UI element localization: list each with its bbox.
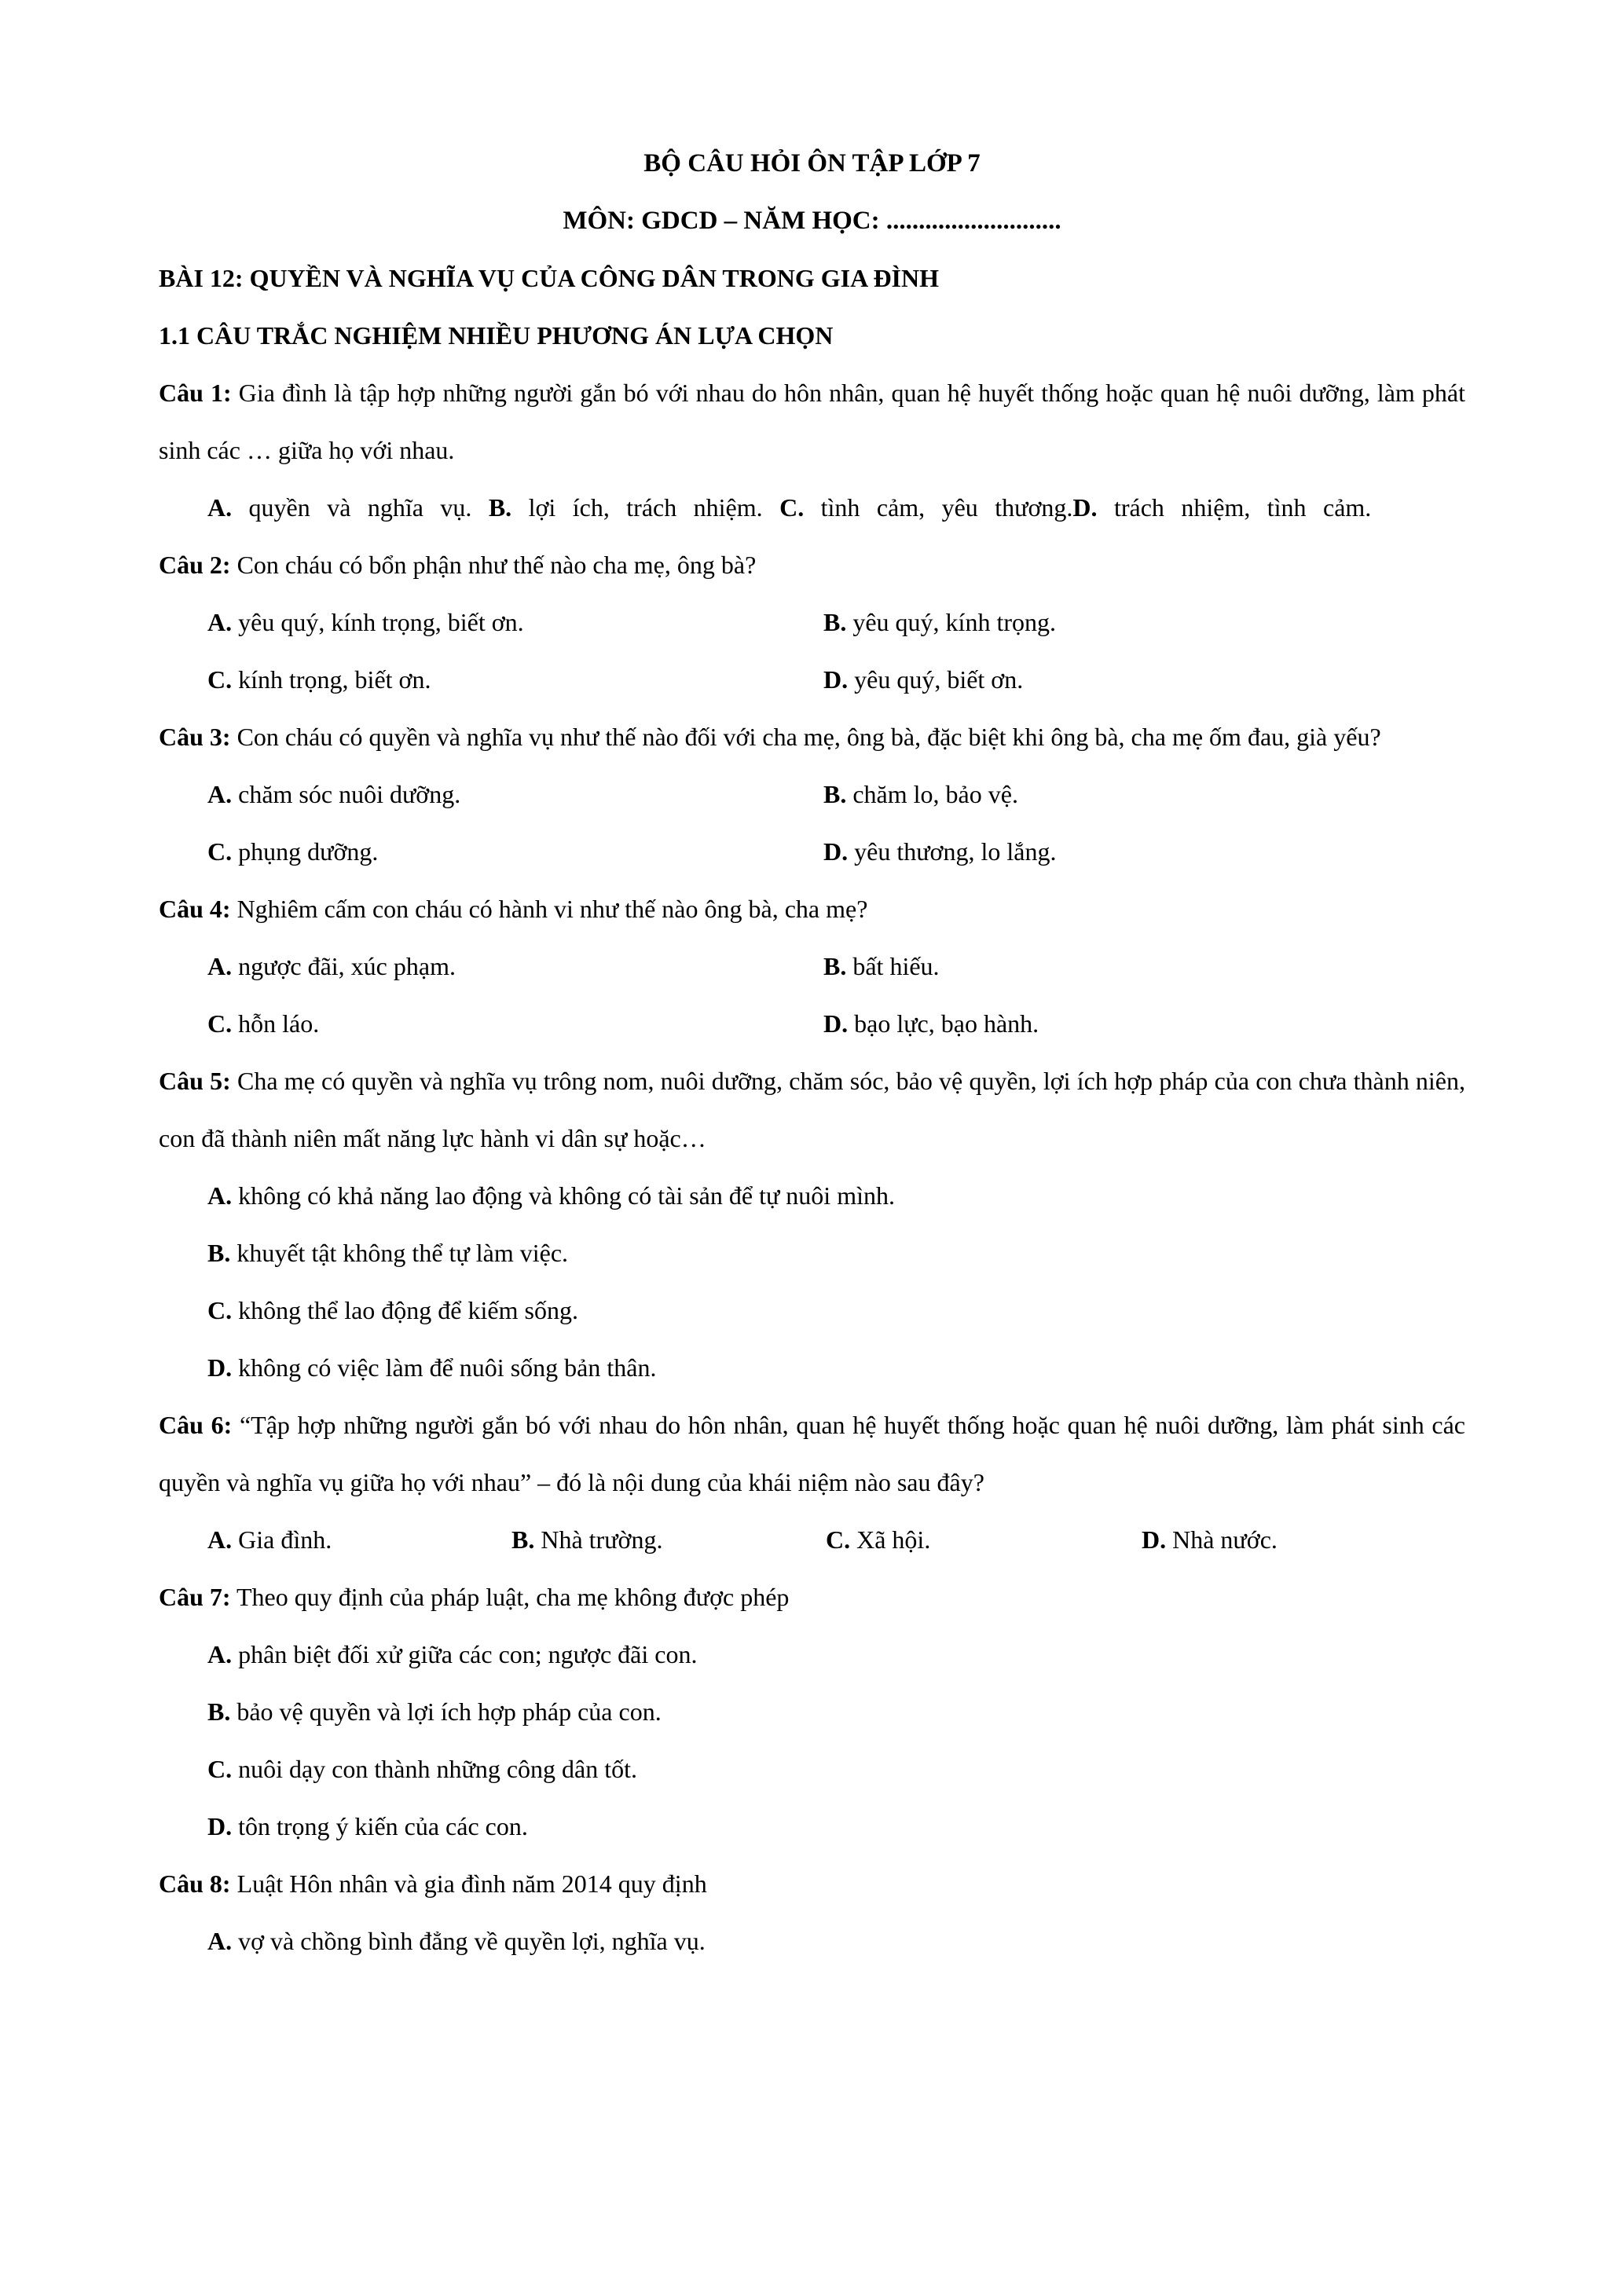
options-row xyxy=(159,1913,1465,1970)
question-text: Câu 6: “Tập hợp những người gắn bó với nhau do hôn nhân, quan hệ huyết thống hoặc quan hệ nuôi dưỡng, làm phát sinh các quyền và nghĩa vụ giữa họ với nhau” – đó là nội dung của khái niệm nào sau đây? xyxy=(159,1411,1466,1496)
question-text: Câu 5: Cha mẹ có quyền và nghĩa vụ trông nom, nuôi dưỡng, chăm sóc, bảo vệ quyền, lợi ích hợp pháp của con chưa thành niên, con đã thành niên mất năng lực hành vi dân sự hoặc… xyxy=(159,1067,1466,1152)
answer-option-label: A. xyxy=(207,1640,233,1668)
answer-option: D. bạo lực, bạo hành. xyxy=(823,1009,1039,1038)
answer-option-label: D. xyxy=(823,1009,849,1038)
answer-option-label: B. xyxy=(823,780,847,808)
options-row xyxy=(159,1511,1465,1569)
answer-option-label: A. xyxy=(207,780,233,808)
options-row xyxy=(159,1225,1465,1282)
answer-option: B. khuyết tật không thể tự làm việc. xyxy=(207,1239,569,1267)
answer-option-label: C. xyxy=(207,1296,233,1324)
answer-option-label: C. xyxy=(207,665,233,694)
answer-option-label: B. xyxy=(823,952,847,980)
answer-option: C. phụng dưỡng. xyxy=(207,837,379,866)
options-row xyxy=(159,651,1465,709)
section-heading: 1.1 CÂU TRẮC NGHIỆM NHIỀU PHƯƠNG ÁN LỰA CHỌN xyxy=(159,321,834,350)
options-row xyxy=(159,1683,1465,1741)
questions-container xyxy=(159,364,1465,1970)
answer-option-label: D. xyxy=(1142,1525,1167,1554)
answer-option: A. Gia đình. xyxy=(207,1525,332,1554)
question-text: Câu 7: Theo quy định của pháp luật, cha mẹ không được phép xyxy=(159,1583,790,1611)
options-row xyxy=(159,594,1465,651)
answer-option-label: D. xyxy=(207,1812,233,1840)
answer-option: B. bất hiếu. xyxy=(823,952,940,980)
answer-option: C. hỗn láo. xyxy=(207,1009,320,1038)
answer-option: D. không có việc làm để nuôi sống bản thân. xyxy=(207,1353,657,1382)
lesson-heading: BÀI 12: QUYỀN VÀ NGHĨA VỤ CỦA CÔNG DÂN TRONG GIA ĐÌNH xyxy=(159,264,939,292)
answer-option: A. không có khả năng lao động và không có tài sản để tự nuôi mình. xyxy=(207,1181,895,1210)
answer-option: B. chăm lo, bảo vệ. xyxy=(823,780,1018,808)
answer-option-label: B. xyxy=(823,608,847,636)
options-row xyxy=(159,938,1465,995)
question-label: Câu 4: xyxy=(159,895,231,923)
question-label: Câu 1: xyxy=(159,379,232,407)
options-row xyxy=(159,995,1465,1053)
question-text: Câu 1: Gia đình là tập hợp những người gắn bó với nhau do hôn nhân, quan hệ huyết thống hoặc quan hệ nuôi dưỡng, làm phát sinh các … giữa họ với nhau. xyxy=(159,379,1466,464)
answer-option-label: B. xyxy=(207,1239,231,1267)
answer-option: B. yêu quý, kính trọng. xyxy=(823,608,1056,636)
answer-option: C. không thể lao động để kiếm sống. xyxy=(207,1296,578,1324)
question-label: Câu 3: xyxy=(159,723,231,751)
question-label: Câu 6: xyxy=(159,1411,233,1439)
question-label: Câu 2: xyxy=(159,551,231,579)
answer-option-label: A. xyxy=(207,1927,233,1955)
answer-option: A. chăm sóc nuôi dưỡng. xyxy=(207,780,461,808)
options-row xyxy=(159,1741,1465,1798)
question-label: Câu 8: xyxy=(159,1869,231,1898)
answer-option-label: B. xyxy=(511,1525,535,1554)
question-label: Câu 7: xyxy=(159,1583,231,1611)
options-row xyxy=(159,823,1465,881)
answer-option-label: D. xyxy=(823,665,849,694)
answer-option-label: A. xyxy=(207,493,233,522)
options-row xyxy=(159,1339,1465,1397)
answer-option-label: C. xyxy=(826,1525,851,1554)
document-title: BỘ CÂU HỎI ÔN TẬP LỚP 7 xyxy=(643,149,981,178)
answer-option-label: A. xyxy=(207,608,233,636)
options-row xyxy=(159,1282,1465,1339)
options-row xyxy=(159,1167,1465,1225)
answer-option: D. yêu thương, lo lắng. xyxy=(823,837,1057,866)
answer-option-label: A. xyxy=(207,1525,233,1554)
answer-option-label: D. xyxy=(823,837,849,866)
answer-option-label: A. xyxy=(207,952,233,980)
answer-option: A. yêu quý, kính trọng, biết ơn. xyxy=(207,608,524,636)
options-row xyxy=(159,1626,1465,1683)
answer-option-label: D. xyxy=(207,1353,233,1382)
answer-option-label: C. xyxy=(207,837,233,866)
answer-option: D. Nhà nước. xyxy=(1142,1525,1278,1554)
question-text: Câu 3: Con cháu có quyền và nghĩa vụ như thế nào đối với cha mẹ, ông bà, đặc biệt khi ông bà, cha mẹ ốm đau, già yếu? xyxy=(159,723,1381,751)
options-inline-row: A. quyền và nghĩa vụ. B. lợi ích, trách nhiệm. C. tình cảm, yêu thương.D. trách nhiệm, tình cảm. xyxy=(207,493,1372,522)
answer-option: B. bảo vệ quyền và lợi ích hợp pháp của con. xyxy=(207,1697,662,1726)
options-row xyxy=(159,766,1465,823)
answer-option-label: A. xyxy=(207,1181,233,1210)
answer-option: A. ngược đãi, xúc phạm. xyxy=(207,952,456,980)
answer-option: C. kính trọng, biết ơn. xyxy=(207,665,431,694)
answer-option: C. nuôi dạy con thành những công dân tốt. xyxy=(207,1755,638,1783)
document-subtitle: MÔN: GDCD – NĂM HỌC: ........................... xyxy=(563,207,1061,235)
answer-option-label: B. xyxy=(488,493,512,522)
answer-option: A. vợ và chồng bình đẳng về quyền lợi, nghĩa vụ. xyxy=(207,1927,706,1955)
answer-option-label: B. xyxy=(207,1697,231,1726)
answer-option: D. yêu quý, biết ơn. xyxy=(823,665,1024,694)
question-label: Câu 5: xyxy=(159,1067,231,1095)
question-text: Câu 2: Con cháu có bổn phận như thế nào cha mẹ, ông bà? xyxy=(159,551,757,579)
question-text: Câu 8: Luật Hôn nhân và gia đình năm 2014 quy định xyxy=(159,1869,707,1898)
answer-option-label: C. xyxy=(207,1009,233,1038)
answer-option-label: C. xyxy=(207,1755,233,1783)
answer-option: A. phân biệt đối xử giữa các con; ngược đãi con. xyxy=(207,1640,698,1668)
answer-option: B. Nhà trường. xyxy=(511,1525,663,1554)
answer-option: C. Xã hội. xyxy=(826,1525,931,1554)
options-row xyxy=(159,1798,1465,1855)
question-text: Câu 4: Nghiêm cấm con cháu có hành vi như thế nào ông bà, cha mẹ? xyxy=(159,895,868,923)
answer-option: D. tôn trọng ý kiến của các con. xyxy=(207,1812,528,1840)
answer-option-label: C. xyxy=(779,493,805,522)
answer-option-label: D. xyxy=(1072,493,1098,522)
